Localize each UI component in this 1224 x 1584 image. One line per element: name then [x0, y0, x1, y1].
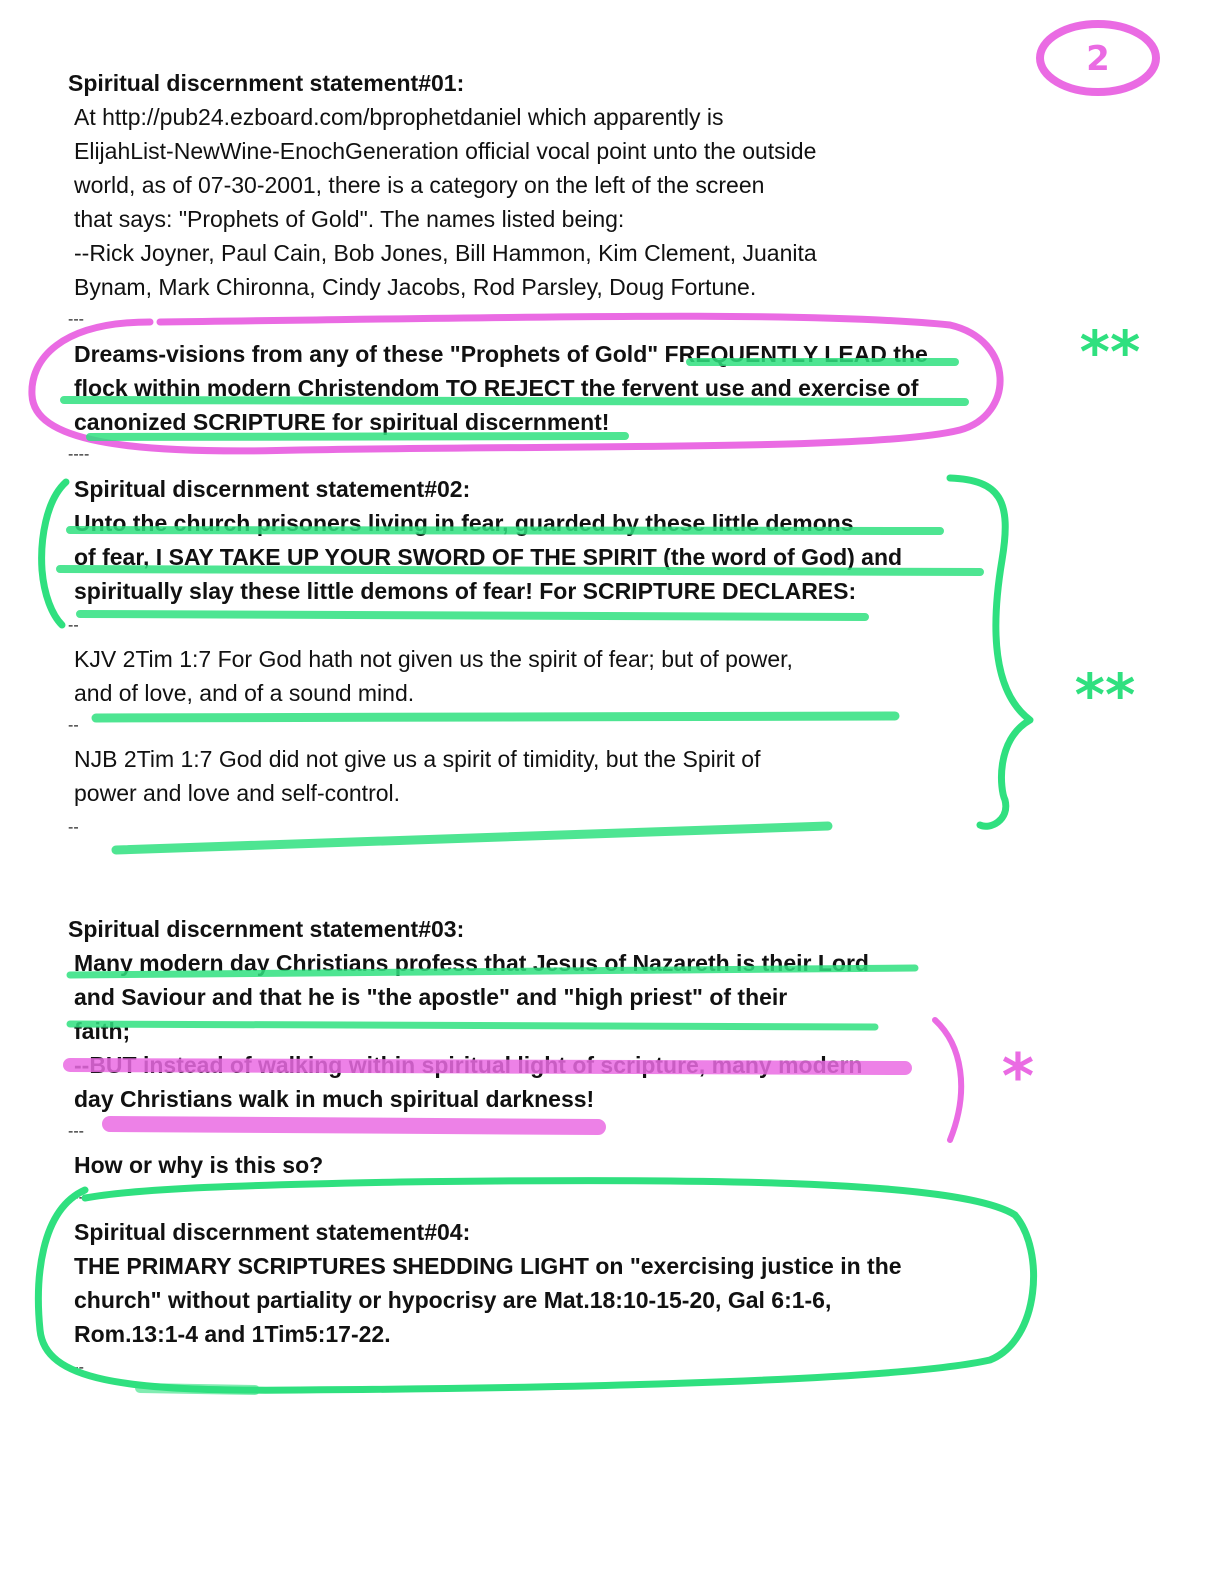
kjv-verse-line: and of love, and of a sound mind.	[74, 680, 415, 706]
statement-02-bold-line: of fear, I SAY TAKE UP YOUR SWORD OF THE SPIRIT (the word of God) and	[74, 544, 903, 570]
underline-faith-line	[70, 1024, 875, 1027]
separator: ---	[68, 311, 84, 328]
statement-02-heading: Spiritual discernment statement#02:	[74, 476, 471, 502]
margin-asterisks-2: **	[1074, 661, 1136, 729]
page-number-mark: 2	[1086, 39, 1110, 79]
underline-njb-verse	[116, 826, 828, 850]
statement-04-bold-line: Rom.13:1-4 and 1Tim5:17-22.	[74, 1321, 391, 1347]
separator: ---	[68, 1359, 84, 1376]
statement-01-line: --Rick Joyner, Paul Cain, Bob Jones, Bill Hammon, Kim Clement, Juanita	[74, 240, 817, 266]
statement-03-bold-line: --BUT instead of walking within spiritual light of scripture, many modern	[74, 1052, 863, 1078]
statement-01-line: Bynam, Mark Chironna, Cindy Jacobs, Rod Parsley, Doug Fortune.	[74, 274, 757, 300]
statement-01-line: that says: "Prophets of Gold". The names listed being:	[74, 206, 625, 232]
statement-01-line: world, as of 07-30-2001, there is a category on the left of the screen	[74, 172, 765, 198]
statement-03-bold-line: day Christians walk in much spiritual darkness!	[74, 1086, 595, 1112]
separator: ---	[68, 1189, 84, 1206]
njb-verse-line: NJB 2Tim 1:7 God did not give us a spirit of timidity, but the Spirit of	[74, 746, 761, 772]
statement-01-line: At http://pub24.ezboard.com/bprophetdaniel which apparently is	[74, 104, 724, 130]
separator: --	[68, 617, 79, 634]
separator: ----	[68, 446, 90, 463]
statement-03-bold-line: and Saviour and that he is "the apostle" and "high priest" of their	[74, 984, 788, 1010]
statement-02-bold-line: spiritually slay these little demons of fear! For SCRIPTURE DECLARES:	[74, 578, 857, 604]
pink-right-bracket-statement-03	[935, 1020, 961, 1140]
statement-03-heading: Spiritual discernment statement#03:	[68, 916, 465, 942]
left-bracket-statement-02	[42, 482, 66, 625]
statement-03-question: How or why is this so?	[74, 1152, 324, 1178]
statement-03-bold-line: faith;	[74, 1018, 131, 1044]
right-brace-statement-02	[950, 478, 1030, 826]
underline-spiritually-slay	[80, 614, 865, 617]
margin-asterisks-1: **	[1079, 318, 1141, 386]
green-loop-thick-segment	[140, 1388, 255, 1390]
page-number-circle	[1040, 24, 1156, 92]
separator: --	[68, 819, 79, 836]
statement-01-line: ElijahList-NewWine-EnochGeneration official vocal point unto the outside	[74, 138, 817, 164]
statement-03-bold-line: Many modern day Christians profess that Jesus of Nazareth is their Lord	[74, 950, 869, 976]
separator: ---	[68, 1123, 84, 1140]
statement-04-bold-line: THE PRIMARY SCRIPTURES SHEDDING LIGHT on "exercising justice in the	[74, 1253, 902, 1279]
underline-kjv-verse	[96, 716, 895, 718]
njb-verse-line: power and love and self-control.	[74, 780, 401, 806]
statement-04-bold-line: church" without partiality or hypocrisy are Mat.18:10-15-20, Gal 6:1-6,	[74, 1287, 832, 1313]
statement-01-bold-line: Dreams-visions from any of these "Prophets of Gold" FREQUENTLY LEAD the	[74, 341, 928, 367]
pink-highlight-spiritual-darkness	[110, 1124, 598, 1127]
statement-01-heading: Spiritual discernment statement#01:	[68, 70, 465, 96]
statement-01-bold-line: canonized SCRIPTURE for spiritual discernment!	[74, 409, 610, 435]
statement-01-bold-line: flock within modern Christendom TO REJECT the fervent use and exercise of	[74, 375, 919, 401]
statement-04-heading: Spiritual discernment statement#04:	[74, 1219, 471, 1245]
kjv-verse-line: KJV 2Tim 1:7 For God hath not given us the spirit of fear; but of power,	[74, 646, 793, 672]
margin-asterisk-3: *	[1001, 1040, 1035, 1113]
separator: --	[68, 717, 79, 734]
statement-02-bold-line: Unto the church prisoners living in fear, guarded by these little demons	[74, 510, 854, 536]
